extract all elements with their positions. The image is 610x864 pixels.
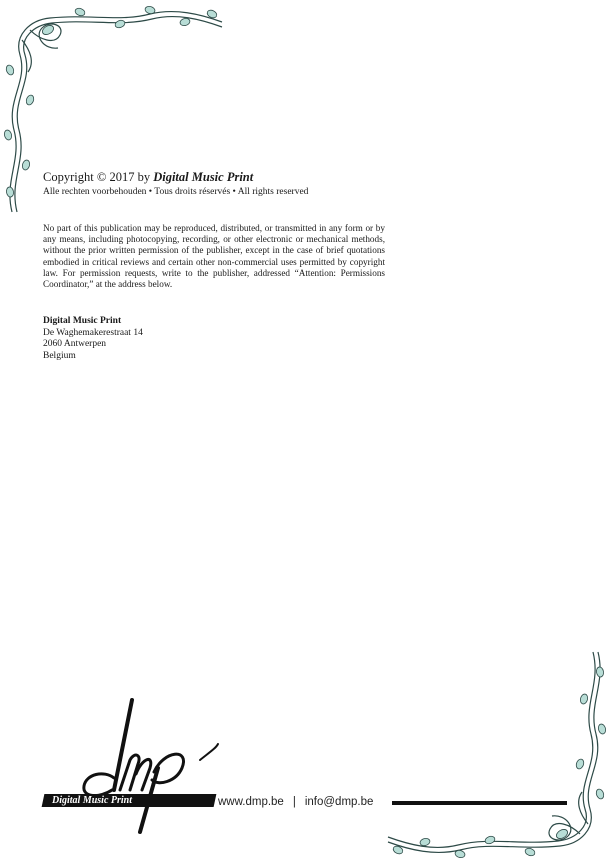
footer-rule: [392, 801, 567, 805]
publisher-address: [43, 316, 143, 362]
website-link[interactable]: www.dmp.be: [218, 796, 284, 808]
address-name: Digital Music Print: [43, 316, 122, 326]
copyright-prefix: Copyright © 2017 by: [43, 170, 154, 184]
corner-ornament-bottom-right: [380, 644, 610, 864]
copyright-brand: Digital Music Print: [153, 170, 254, 184]
address-street: De Waghemakerestraat 14: [43, 327, 143, 338]
footer-separator: |: [292, 796, 296, 808]
email-link[interactable]: info@dmp.be: [304, 796, 374, 808]
legal-notice: No part of this publication may be reproduced, distributed, or transmitted in any form or by any means, including photocopying, recording, or other electronic or mechanical methods, without the prior written permission of the publisher, except in the case of brief quotations embodied in critical reviews and certain other non-commercial uses permitted by copyright law. For permission requests, write to the publisher, addressed “Attention: Permissions Coordinator,” at the address below.: [43, 223, 385, 290]
address-city: 2060 Antwerpen: [43, 339, 107, 350]
address-country: Belgium: [43, 350, 76, 361]
rights-reserved-line: Alle rechten voorbehouden • Tous droits réservés • All rights reserved: [43, 187, 309, 197]
logo-tagline: Digital Music Print: [52, 795, 133, 806]
footer-contact: [218, 796, 373, 808]
copyright-line: [43, 170, 253, 185]
logo-letters: dmp: [40, 690, 42, 691]
dmp-logo: [40, 690, 220, 840]
